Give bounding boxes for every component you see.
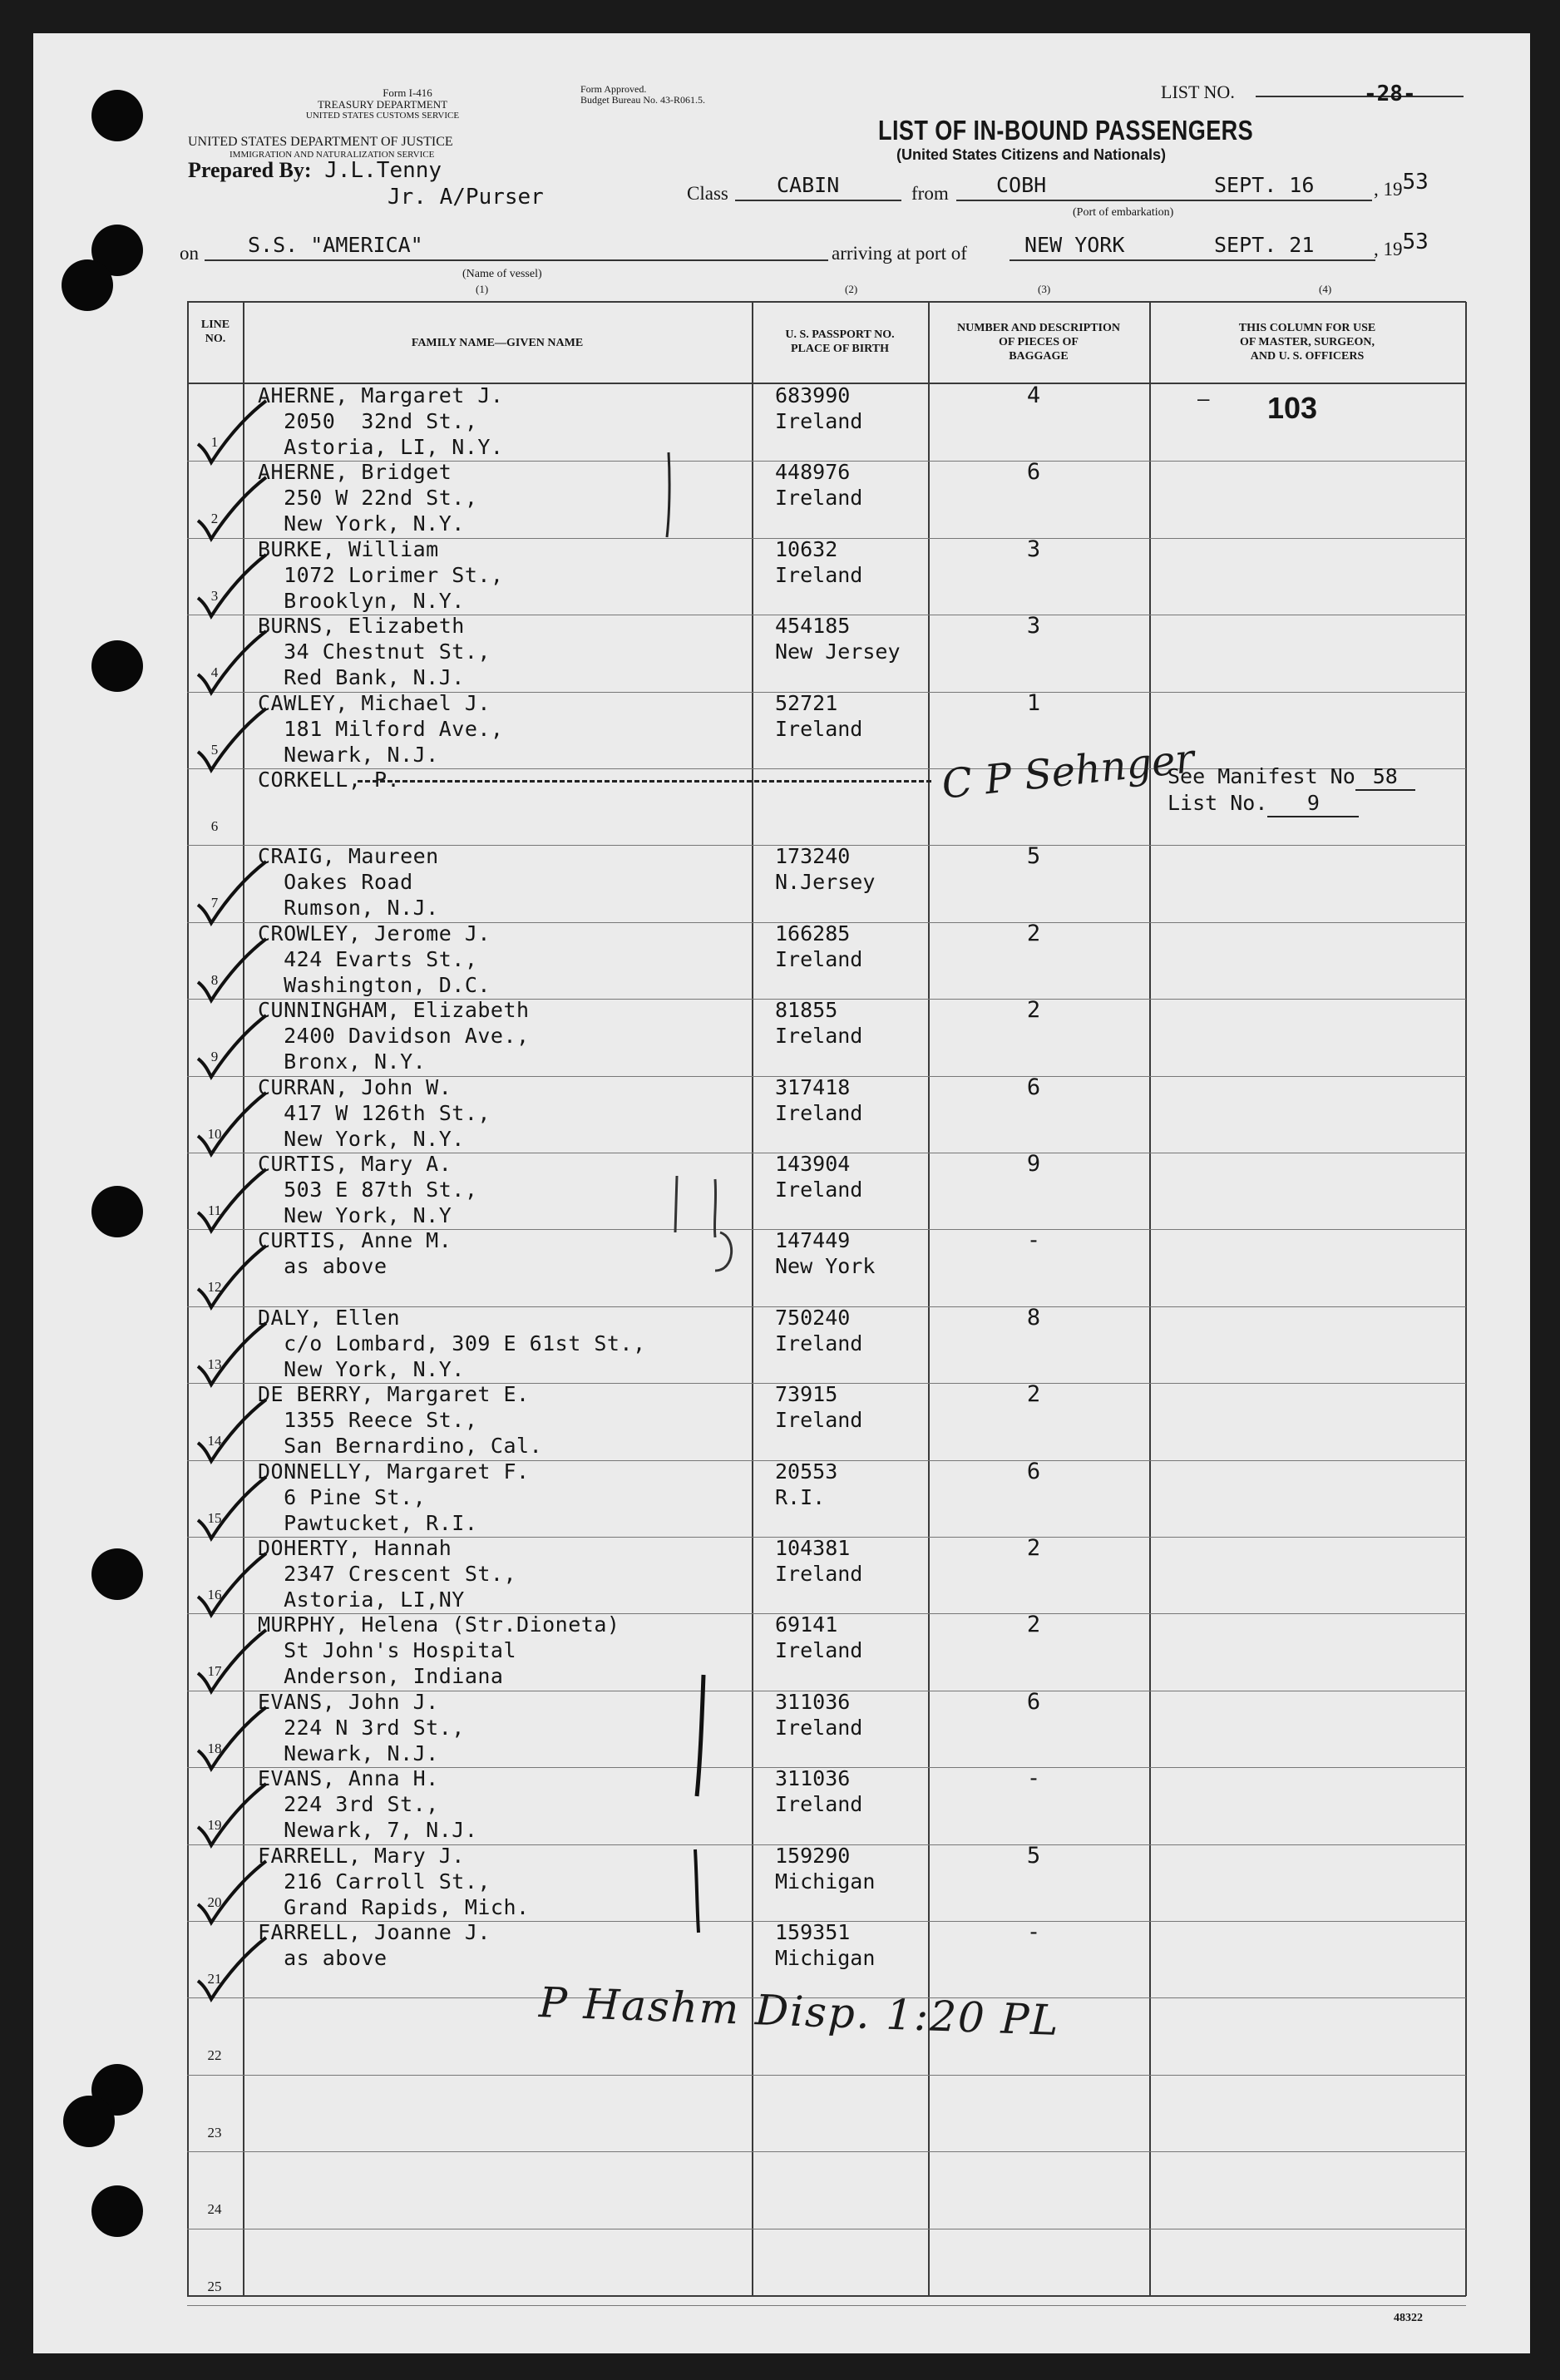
header-name: FAMILY NAME—GIVEN NAME xyxy=(411,337,584,349)
disposition-note: P Hashm Disp. 1:20 PL xyxy=(538,1978,1061,2045)
manifest-list-reference: List No. 9 xyxy=(1168,790,1359,817)
line-number: 12 xyxy=(207,1279,222,1296)
arriving-label: arriving at port of xyxy=(832,243,967,264)
vessel-caption: (Name of vessel) xyxy=(462,268,542,280)
baggage-count: 6 xyxy=(1026,1458,1041,1484)
passport-birthplace: 73915 Ireland xyxy=(775,1382,863,1433)
binder-hole xyxy=(63,2096,115,2147)
passport-birthplace: 147449 New York xyxy=(775,1228,876,1279)
table-left-border xyxy=(187,302,189,2296)
passenger-name-address: CRAIG, Maureen Oakes Road Rumson, N.J. xyxy=(258,844,439,921)
pencil-mark xyxy=(657,449,682,541)
baggage-count: 2 xyxy=(1026,1612,1041,1638)
line-number: 25 xyxy=(207,2278,222,2294)
passport-birthplace: 52721 Ireland xyxy=(775,690,863,741)
column-number-3: (3) xyxy=(1038,283,1051,295)
line-number: 6 xyxy=(210,818,219,834)
passenger-name-address: DONNELLY, Margaret F. 6 Pine St., Pawtucket, R.I. xyxy=(258,1459,530,1535)
from-label: from xyxy=(911,183,949,204)
binder-hole xyxy=(91,2185,143,2237)
form-id: Form I-416 xyxy=(383,86,432,99)
passenger-name-address: CURRAN, John W. 417 W 126th St., New York, N.Y. xyxy=(258,1074,491,1151)
pencil-mark xyxy=(682,1671,715,1805)
baggage-count: 4 xyxy=(1026,383,1041,408)
row-divider xyxy=(187,2305,1466,2306)
passenger-name-address: BURKE, William 1072 Lorimer St., Brooklyn, N.Y. xyxy=(258,536,504,613)
line-number: 14 xyxy=(207,1433,222,1449)
passenger-name-address: FARRELL, Joanne J. as above xyxy=(258,1920,491,1970)
line-number: 8 xyxy=(210,971,219,988)
baggage-count: 2 xyxy=(1026,997,1041,1024)
passport-birthplace: 20553 R.I. xyxy=(775,1459,838,1509)
header-officers: THIS COLUMN FOR USE OF MASTER, SURGEON, AND U. S. OFFICERS xyxy=(1238,322,1376,363)
row-divider xyxy=(187,2075,1466,2076)
baggage-count: 1 xyxy=(1026,689,1041,716)
header-baggage: NUMBER AND DESCRIPTION OF PIECES OF BAGGAGE xyxy=(956,322,1121,363)
passport-birthplace: 143904 Ireland xyxy=(775,1152,863,1202)
form-approved: Form Approved. xyxy=(580,83,647,95)
line-number: 20 xyxy=(207,1894,222,1910)
passenger-name-address: MURPHY, Helena (Str.Dioneta) St John's Hospital Anderson, Indiana xyxy=(258,1612,620,1689)
on-label: on xyxy=(180,243,199,264)
passport-birthplace: 311036 Ireland xyxy=(775,1766,863,1817)
class-underline xyxy=(735,200,901,201)
passport-birthplace: 104381 Ireland xyxy=(775,1536,863,1586)
class-value: CABIN xyxy=(777,173,840,197)
document-subtitle: (United States Citizens and Nationals) xyxy=(896,146,1167,163)
line-number: 22 xyxy=(207,2047,222,2064)
footer-code: 48322 xyxy=(1394,2312,1423,2324)
prepared-by: Prepared By: J.L.Tenny xyxy=(188,158,442,183)
binder-hole xyxy=(91,90,143,141)
vessel-name: S.S. "AMERICA" xyxy=(248,233,423,257)
binder-hole xyxy=(62,259,113,311)
column-number-4: (4) xyxy=(1319,283,1332,295)
row-cancel-dashes xyxy=(358,780,931,783)
line-number: 3 xyxy=(210,587,219,604)
binder-hole xyxy=(91,1186,143,1237)
line-number: 11 xyxy=(207,1202,222,1218)
passenger-name-address: CURTIS, Mary A. 503 E 87th St., New York, N.Y xyxy=(258,1152,478,1227)
baggage-count: 2 xyxy=(1026,1381,1041,1408)
treasury-label: TREASURY DEPARTMENT xyxy=(317,98,448,111)
passenger-name-address: CUNNINGHAM, Elizabeth 2400 Davidson Ave., Bronx, N.Y. xyxy=(258,998,530,1074)
line-number: 21 xyxy=(207,1971,222,1987)
budget-bureau: Budget Bureau No. 43-R061.5. xyxy=(580,94,705,106)
column-divider xyxy=(1149,302,1151,2296)
prepared-title: Jr. A/Purser xyxy=(388,185,544,210)
table-bottom-border xyxy=(187,2295,1466,2297)
baggage-count: 2 xyxy=(1026,1535,1041,1561)
embark-port: COBH xyxy=(996,173,1047,197)
line-number: 24 xyxy=(207,2201,222,2218)
justice-label: UNITED STATES DEPARTMENT OF JUSTICE xyxy=(188,135,453,149)
list-no-value: -28- xyxy=(1364,81,1416,106)
pencil-mark xyxy=(680,1846,713,1938)
line-number: 18 xyxy=(207,1740,222,1756)
passport-birthplace: 159290 Michigan xyxy=(775,1843,876,1894)
baggage-count: 3 xyxy=(1026,536,1041,562)
passenger-name-address: CAWLEY, Michael J. 181 Milford Ave., Newark, N.J. xyxy=(258,690,504,767)
list-no-underline xyxy=(1256,96,1464,97)
vessel-underline xyxy=(205,259,828,261)
passenger-name-address: EVANS, John J. 224 N 3rd St., Newark, N.J. xyxy=(258,1689,465,1765)
column-number-1: (1) xyxy=(476,283,489,295)
passenger-name-address: CROWLEY, Jerome J. 424 Evarts St., Washington, D.C. xyxy=(258,921,491,997)
baggage-count: 3 xyxy=(1026,613,1041,639)
row6-signature: C P Sehnger xyxy=(939,735,1197,808)
table-right-border xyxy=(1465,302,1467,2296)
passenger-name-address: EVANS, Anna H. 224 3rd St., Newark, 7, N.J. xyxy=(258,1766,478,1843)
header-passport: U. S. PASSPORT NO. PLACE OF BIRTH xyxy=(785,328,895,355)
list-no-label: LIST NO. xyxy=(1161,81,1235,102)
line-number: 15 xyxy=(207,1509,222,1526)
passport-birthplace: 159351 Michigan xyxy=(775,1920,876,1970)
passport-birthplace: 173240 N.Jersey xyxy=(775,844,876,895)
baggage-count: - xyxy=(1026,1227,1041,1254)
arrival-underline xyxy=(1010,259,1375,261)
line-number: 23 xyxy=(207,2124,222,2141)
line-number: 19 xyxy=(207,1817,222,1834)
line-number: 10 xyxy=(207,1125,222,1142)
arrival-year: , 1953 xyxy=(1374,230,1429,259)
arrival-port: NEW YORK xyxy=(1024,233,1125,257)
passport-birthplace: 454185 New Jersey xyxy=(775,614,901,664)
baggage-count: 8 xyxy=(1026,1304,1041,1331)
passport-birthplace: 683990 Ireland xyxy=(775,383,863,433)
column-divider xyxy=(243,302,244,2296)
passenger-name-address: BURNS, Elizabeth 34 Chestnut St., Red Bank, N.J. xyxy=(258,614,491,690)
baggage-count: 9 xyxy=(1026,1151,1041,1177)
row-divider xyxy=(187,2151,1466,2152)
passenger-name-address: CURTIS, Anne M. as above xyxy=(258,1228,452,1279)
header-line-no: LINE NO. xyxy=(200,318,230,345)
arrival-date: SEPT. 21 xyxy=(1214,233,1315,257)
customs-label: UNITED STATES CUSTOMS SERVICE xyxy=(305,111,460,121)
passport-birthplace: 317418 Ireland xyxy=(775,1074,863,1125)
manifest-reference: See Manifest No 58 xyxy=(1168,763,1415,791)
line-number: 13 xyxy=(207,1355,222,1372)
from-underline xyxy=(956,200,1372,201)
line-number: 9 xyxy=(210,1049,219,1065)
passport-birthplace: 81855 Ireland xyxy=(775,998,863,1049)
baggage-count: 6 xyxy=(1026,459,1041,486)
passport-birthplace: 750240 Ireland xyxy=(775,1305,863,1355)
passenger-name-address: AHERNE, Margaret J. 2050 32nd St., Astoria, LI, N.Y. xyxy=(258,383,504,459)
line-number: 1 xyxy=(210,434,219,450)
baggage-count: 6 xyxy=(1026,1688,1041,1715)
baggage-count: 5 xyxy=(1026,843,1041,870)
line-number: 5 xyxy=(210,741,219,758)
document-title: LIST OF IN-BOUND PASSENGERS xyxy=(878,115,1254,146)
baggage-count: - xyxy=(1026,1919,1041,1945)
line-number: 4 xyxy=(210,664,219,681)
passport-birthplace: 10632 Ireland xyxy=(775,536,863,587)
column-number-2: (2) xyxy=(845,283,858,295)
passenger-name-address: FARRELL, Mary J. 216 Carroll St., Grand Rapids, Mich. xyxy=(258,1843,530,1919)
passenger-name-address: DOHERTY, Hannah 2347 Crescent St., Astoria, LI,NY xyxy=(258,1536,517,1612)
immigration-label: IMMIGRATION AND NATURALIZATION SERVICE xyxy=(230,150,435,160)
pencil-mark xyxy=(665,1171,757,1279)
embark-date: SEPT. 16 xyxy=(1214,173,1315,197)
baggage-count: 5 xyxy=(1026,1842,1041,1869)
passenger-name-address: CORKELL, P. xyxy=(258,768,401,792)
officer-count: 103 xyxy=(1267,391,1318,425)
baggage-count: 6 xyxy=(1026,1074,1041,1100)
line-number: 17 xyxy=(207,1663,222,1680)
passenger-name-address: AHERNE, Bridget 250 W 22nd St., New York, N.Y. xyxy=(258,460,478,536)
passport-birthplace: 448976 Ireland xyxy=(775,460,863,511)
passport-birthplace: 69141 Ireland xyxy=(775,1612,863,1663)
baggage-count: - xyxy=(1026,1765,1041,1792)
line-number: 16 xyxy=(207,1587,222,1602)
passport-birthplace: 166285 Ireland xyxy=(775,921,863,971)
binder-hole xyxy=(91,640,143,692)
table-top-border xyxy=(187,301,1466,303)
passenger-name-address: DE BERRY, Margaret E. 1355 Reece St., San Bernardino, Cal. xyxy=(258,1382,543,1459)
embark-caption: (Port of embarkation) xyxy=(1073,206,1174,219)
embark-year: , 1953 xyxy=(1374,170,1429,200)
line-number: 2 xyxy=(210,511,219,527)
binder-hole xyxy=(91,1548,143,1600)
baggage-count: 2 xyxy=(1026,920,1041,946)
line-number: 7 xyxy=(210,895,219,911)
passport-birthplace: 311036 Ireland xyxy=(775,1689,863,1740)
officer-dash: – xyxy=(1197,388,1210,411)
passenger-name-address: DALY, Ellen c/o Lombard, 309 E 61st St., New York, N.Y. xyxy=(258,1305,646,1381)
class-label: Class xyxy=(687,183,728,204)
